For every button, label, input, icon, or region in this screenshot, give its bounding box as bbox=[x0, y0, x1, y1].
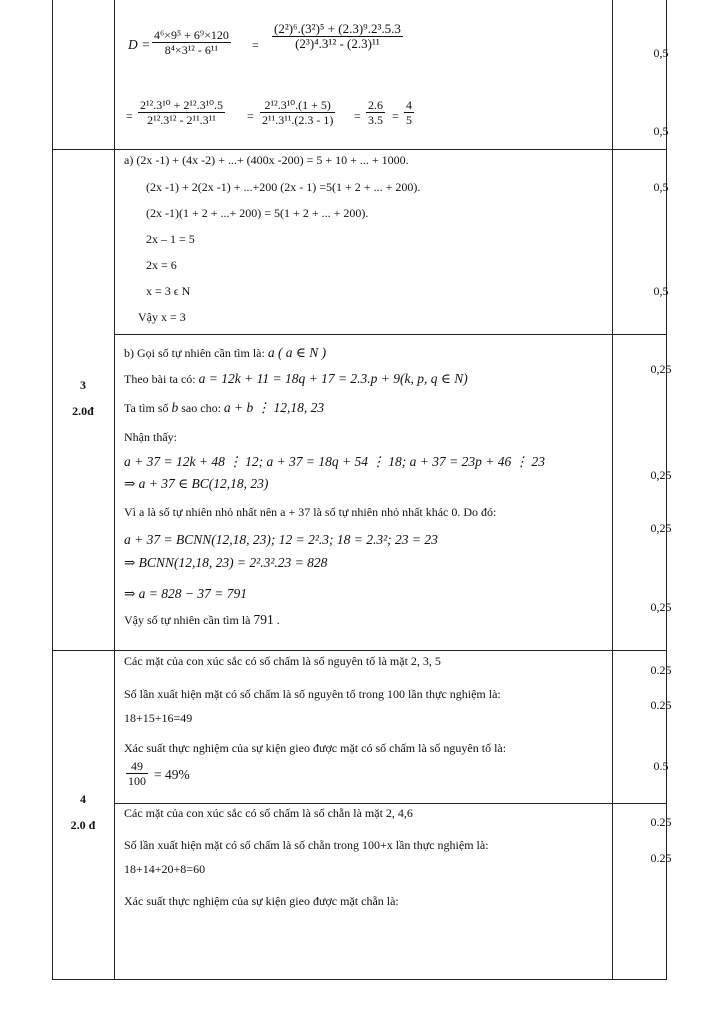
denominator: 100 bbox=[128, 774, 146, 788]
denominator: (2³)⁴.3¹² - (2.3)¹¹ bbox=[295, 36, 380, 51]
score: 0,5 bbox=[653, 124, 669, 138]
fraction bbox=[260, 98, 335, 127]
solution-line: Vì a là số tự nhiên nhỏ nhất nên a + 37 là số tự nhiên nhỏ nhất khác 0. Do đó: bbox=[124, 505, 497, 519]
math-line: a + 37 = BCNN(12,18, 23); 12 = 2².3; 18 = 2.3²; 23 = 23 bbox=[124, 532, 438, 547]
solution-line: 18+15+16=49 bbox=[124, 711, 193, 725]
solution-line bbox=[124, 372, 468, 386]
solution-line: Xác suất thực nghiệm của sự kiện gieo được mặt chẵn là: bbox=[124, 894, 399, 908]
math-expression: a + b ⋮ 12,18, 23 bbox=[223, 400, 325, 415]
numerator: 2¹².3¹⁰.(1 + 5) bbox=[260, 98, 335, 113]
score: 0.5 bbox=[653, 759, 669, 773]
numerator: 4⁶×9⁵ + 6⁹×120 bbox=[154, 28, 229, 42]
fraction bbox=[272, 22, 403, 51]
denominator: 2¹¹.3¹¹.(2.3 - 1) bbox=[262, 113, 334, 127]
fraction bbox=[152, 28, 231, 57]
solution-line: x = 3 ϵ N bbox=[146, 284, 191, 298]
row-divider bbox=[52, 650, 667, 651]
answer-value: 791 bbox=[253, 612, 274, 627]
probability-fraction bbox=[126, 759, 148, 788]
equals-sign: = bbox=[247, 109, 254, 123]
text: sao cho: bbox=[181, 401, 221, 415]
column-divider-1 bbox=[114, 0, 115, 980]
solution-line: Các mặt của con xúc sắc có số chấm là số nguyên tố là mặt 2, 3, 5 bbox=[124, 654, 441, 668]
text: b) Gọi số tự nhiên cần tìm là: bbox=[124, 346, 265, 360]
score: 0,25 bbox=[650, 468, 672, 482]
solution-line bbox=[124, 346, 326, 360]
solution-line: 2x = 6 bbox=[146, 258, 177, 272]
denominator: 8⁴×3¹² - 6¹¹ bbox=[164, 43, 219, 57]
score: 0.25 bbox=[650, 663, 672, 677]
solution-line: (2x -1)(1 + 2 + ...+ 200) = 5(1 + 2 + ... + 200). bbox=[146, 206, 369, 220]
score: 0.25 bbox=[650, 815, 672, 829]
question-points: 2.0 đ bbox=[70, 818, 96, 832]
solution-line bbox=[124, 401, 324, 415]
fraction bbox=[138, 98, 225, 127]
solution-line: Số lần xuất hiện mặt có số chấm là số nguyên tố trong 100 lần thực nghiệm là: bbox=[124, 687, 501, 701]
probability-result: = 49% bbox=[154, 767, 190, 782]
table-border-right bbox=[666, 0, 667, 980]
equals-sign: = bbox=[354, 109, 361, 123]
row-divider bbox=[114, 334, 667, 335]
table-border-bottom bbox=[52, 979, 667, 980]
numerator: 2¹².3¹⁰ + 2¹².3¹⁰.5 bbox=[140, 98, 223, 112]
denominator: 5 bbox=[406, 113, 412, 127]
question-points: 2.0đ bbox=[72, 404, 94, 418]
solution-line: (2x -1) + 2(2x -1) + ...+200 (2x - 1) =5(1 + 2 + ... + 200). bbox=[146, 180, 421, 194]
solution-line: 2x – 1 = 5 bbox=[146, 232, 195, 246]
fraction bbox=[366, 98, 385, 127]
row-divider bbox=[52, 149, 667, 150]
score: 0.25 bbox=[650, 698, 672, 712]
denominator: 3.5 bbox=[368, 113, 383, 127]
numerator: 49 bbox=[126, 759, 148, 774]
score: 0.25 bbox=[650, 851, 672, 865]
text: . bbox=[276, 613, 280, 627]
score: 0,5 bbox=[653, 284, 669, 298]
solution-line: Nhận thấy: bbox=[124, 430, 177, 444]
math-line: ⇒ a = 828 − 37 = 791 bbox=[124, 586, 248, 601]
score: 0,25 bbox=[650, 521, 672, 535]
math-expression: a ( a ∈ N ) bbox=[267, 345, 327, 360]
question-number: 4 bbox=[80, 792, 86, 806]
score: 0,25 bbox=[650, 600, 672, 614]
solution-line: a) (2x -1) + (4x -2) + ...+ (400x -200) = 5 + 10 + ... + 1000. bbox=[124, 153, 409, 167]
score: 0,25 bbox=[650, 362, 672, 376]
math-line: ⇒ a + 37 ∈ BC(12,18, 23) bbox=[124, 476, 269, 491]
equals-sign: = bbox=[126, 109, 133, 123]
text: Theo bài ta có: bbox=[124, 372, 196, 386]
question-number: 3 bbox=[80, 378, 86, 392]
denominator: 2¹².3¹² - 2¹¹.3¹¹ bbox=[147, 113, 216, 127]
math-expression: a = 12k + 11 = 18q + 17 = 2.3.p + 9(k, p, q ∈ N) bbox=[198, 371, 468, 386]
column-divider-2 bbox=[612, 0, 613, 980]
math-expression: b bbox=[171, 400, 179, 415]
text: Vậy số tự nhiên cần tìm là bbox=[124, 613, 251, 627]
equals-sign: = bbox=[252, 38, 259, 52]
numerator: 2.6 bbox=[368, 98, 383, 112]
table-border-left bbox=[52, 0, 53, 980]
text: Ta tìm số bbox=[124, 401, 169, 415]
math-line: ⇒ BCNN(12,18, 23) = 2².3².23 = 828 bbox=[124, 555, 328, 570]
row-divider bbox=[114, 803, 667, 804]
score: 0,5 bbox=[653, 180, 669, 194]
equals-sign: = bbox=[392, 109, 399, 123]
score: 0,5 bbox=[653, 46, 669, 60]
numerator: (2²)⁶.(3²)⁵ + (2.3)⁹.2³.5.3 bbox=[274, 21, 401, 36]
math-line: a + 37 = 12k + 48 ⋮ 12; a + 37 = 18q + 54 ⋮ 18; a + 37 = 23p + 46 ⋮ 23 bbox=[124, 454, 545, 469]
conclusion-line: Vậy x = 3 bbox=[138, 310, 186, 324]
solution-line: Xác suất thực nghiệm của sự kiện gieo được mặt có số chấm là số nguyên tố là: bbox=[124, 741, 507, 755]
solution-line: Số lần xuất hiện mặt có số chấm là số chẵn trong 100+x lần thực nghiệm là: bbox=[124, 838, 489, 852]
formula-lhs: D = bbox=[128, 37, 151, 52]
fraction bbox=[404, 98, 414, 127]
solution-line: Các mặt của con xúc sắc có số chấm là số chẵn là mặt 2, 4,6 bbox=[124, 806, 413, 820]
numerator: 4 bbox=[406, 98, 412, 112]
solution-line: 18+14+20+8=60 bbox=[124, 862, 206, 876]
conclusion-line bbox=[124, 613, 280, 627]
